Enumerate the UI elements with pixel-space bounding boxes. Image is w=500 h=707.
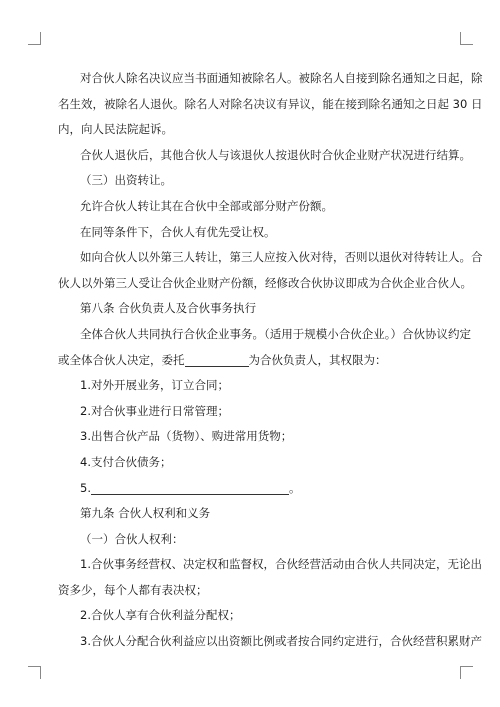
text-line: 允许合伙人转让其在合伙中全部或部分财产份额。 — [80, 198, 333, 213]
list-item: 1.对外开展业务，订立合同； — [80, 378, 229, 393]
document-body — [58, 66, 483, 655]
list-item: 3.合伙人分配合伙利益应以出资额比例或者按合同约定进行，合伙经营积累财产 — [80, 634, 482, 649]
text-line: 合伙人退伙后，其他合伙人与该退伙人按退伙时合伙企业财产状况进行结算。 — [80, 147, 471, 162]
crop-mark-bottom-left — [28, 666, 41, 679]
text-segment: 或全体合伙人决定，委托 — [58, 352, 185, 367]
text-line: 内，向人民法院起诉。 — [58, 122, 173, 137]
text-segment: 5. — [80, 480, 91, 495]
text-segment: 为合伙负责人，其权限为： — [248, 352, 387, 367]
text-line: 如向合伙人以外第三人转让，第三人应按入伙对待，否则以退伙对待转让人。合 — [80, 250, 483, 265]
article-heading: 第九条 合伙人权利和义务 — [80, 506, 211, 521]
article-heading: 第八条 合伙负责人及合伙事务执行 — [80, 301, 257, 316]
fill-in-blank — [185, 353, 249, 367]
fill-in-blank — [91, 481, 289, 495]
text-line: 全体合伙人共同执行合伙企业事务。（适用于规模小合伙企业。）合伙协议约定 — [80, 326, 471, 341]
text-line: 在同等条件下，合伙人有优先受让权。 — [80, 224, 276, 239]
section-heading: （三）出资转让。 — [80, 173, 172, 188]
list-item: 2.合伙人享有合伙利益分配权； — [80, 608, 241, 623]
text-line: 资多少，每个人都有表决权； — [58, 582, 208, 597]
text-line-with-blank — [58, 348, 438, 374]
list-item: 3.出售合伙产品（货物）、购进常用货物； — [80, 429, 293, 444]
section-heading: （一）合伙人权利： — [80, 531, 184, 546]
crop-mark-top-right — [460, 32, 473, 45]
list-item-with-blank — [80, 476, 438, 502]
list-item: 2.对合伙事业进行日常管理； — [80, 403, 229, 418]
crop-mark-top-left — [28, 32, 41, 45]
text-line: 名生效，被除名人退伙。除名人对除名决议有异议，能在接到除名通知之日起 30 日 — [58, 96, 483, 111]
text-line: 伙人以外第三人受让合伙企业财产份额，经修改合伙协议即成为合伙企业合伙人。 — [58, 275, 472, 290]
text-line: 对合伙人除名决议应当书面通知被除名人。被除名人自接到除名通知之日起，除 — [80, 71, 483, 85]
list-item: 1.合伙事务经营权、决定权和监督权，合伙经营活动由合伙人共同决定，无论出 — [80, 557, 482, 572]
text-segment: 。 — [288, 480, 301, 495]
crop-mark-bottom-right — [460, 666, 473, 679]
list-item: 4.支付合伙债务； — [80, 454, 172, 469]
